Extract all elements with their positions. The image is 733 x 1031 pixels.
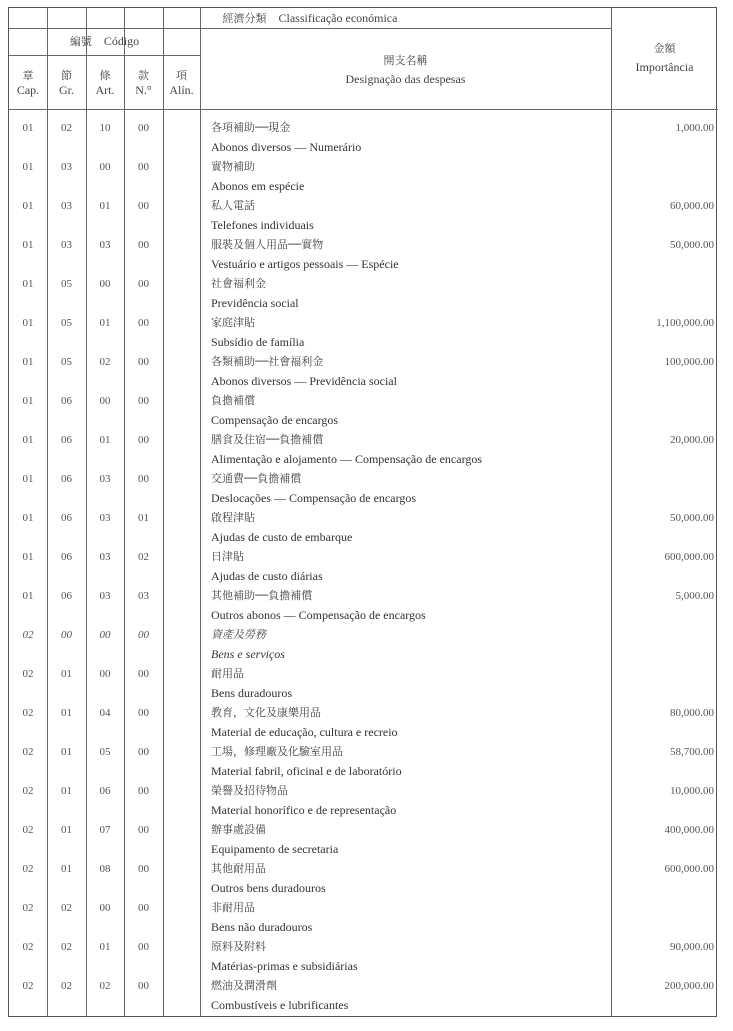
designation-pt-text: Telefones individuais: [211, 218, 314, 232]
art-cell: 02: [99, 980, 111, 992]
code-cn: 編號: [69, 35, 92, 48]
art-cell: 03: [99, 473, 111, 485]
gr-cell: 06: [61, 512, 72, 524]
designation-cn-text: 工場，修理廠及化驗室用品: [211, 745, 343, 758]
designation-cn-text: 服裝及個人用品──實物: [211, 238, 324, 251]
cap-cell: 01: [22, 551, 34, 563]
cap-cell: 02: [22, 629, 34, 641]
no-cell: 02: [138, 551, 149, 563]
table-row: [9, 742, 718, 781]
no-cell: 00: [138, 200, 149, 212]
designation-cn-text: 實物補助: [211, 160, 255, 173]
designation-cn-text: 資產及勞務: [211, 628, 266, 641]
designation-pt-text: Subsídio de família: [211, 335, 305, 349]
art-cn: 條: [99, 69, 111, 82]
table-row: [9, 274, 718, 313]
cap-pt: Cap.: [16, 83, 40, 97]
table-row: [9, 196, 718, 235]
table-row: [9, 391, 718, 430]
designation-cn-text: 負擔補償: [211, 394, 255, 407]
amount-cell: 200,000.00: [664, 980, 714, 992]
art-cell: 02: [99, 356, 111, 368]
amount-cell: 90,000.00: [670, 941, 714, 953]
no-cell: 00: [138, 356, 149, 368]
art-cell: 03: [99, 590, 111, 602]
gr-cell: 02: [61, 941, 72, 953]
cap-cell: 01: [22, 395, 34, 407]
cap-cell: 02: [22, 668, 34, 680]
no-cell: 00: [138, 902, 149, 914]
header-divider: [9, 55, 200, 56]
table-row: [9, 547, 718, 586]
art-cell: 01: [99, 317, 111, 329]
no-cell: 03: [138, 590, 149, 602]
table-row: [9, 157, 718, 196]
no-cell: 00: [138, 746, 149, 758]
designation-cn-text: 交通費──負擔補償: [211, 472, 302, 485]
amount-cell: 58,700.00: [670, 746, 714, 758]
designation-pt-text: Alimentação e alojamento — Compensação de encargos: [211, 452, 483, 466]
art-cell: 03: [99, 551, 111, 563]
table-row: [9, 976, 718, 1015]
table-row: [9, 898, 718, 937]
designation-cn-text: 家庭津貼: [211, 316, 255, 329]
cap-cell: 02: [22, 863, 34, 875]
no-pt: N.°: [135, 83, 152, 97]
gr-pt: Gr.: [59, 83, 74, 97]
amount-cell: 100,000.00: [664, 356, 714, 368]
cap-cell: 02: [22, 746, 34, 758]
table-row: [9, 820, 718, 859]
cap-cell: 01: [22, 356, 34, 368]
header-divider: [9, 28, 611, 29]
no-cell: 00: [138, 317, 149, 329]
designation-pt-text: Abonos em espécie: [211, 179, 305, 193]
cap-cell: 01: [22, 161, 34, 173]
cap-cell: 01: [22, 239, 34, 251]
designation-cn-text: 榮譽及招待物品: [211, 784, 288, 797]
art-pt: Art.: [95, 83, 115, 97]
art-cell: 10: [99, 122, 111, 134]
no-cell: 00: [138, 824, 149, 836]
table-row: [9, 118, 718, 157]
no-cn: 款: [138, 69, 149, 82]
no-cell: 00: [138, 161, 149, 173]
art-cell: 03: [99, 512, 111, 524]
designation-cn-text: 膳食及住宿──負擔補償: [211, 433, 324, 446]
designation-cn-text: 各項補助──現金: [211, 121, 291, 134]
designation-cn-text: 其他耐用品: [211, 862, 266, 875]
gr-cell: 00: [61, 629, 72, 641]
no-cell: 00: [138, 629, 149, 641]
classification-header: [9, 11, 611, 26]
designation-pt-text: Abonos diversos — Previdência social: [211, 374, 397, 388]
designation-pt-text: Bens duradouros: [211, 686, 292, 700]
table-row: [9, 235, 718, 274]
art-cell: 01: [99, 434, 111, 446]
amount-cn: 金額: [653, 42, 676, 55]
no-cell: 00: [138, 278, 149, 290]
designation-pt: Designação das despesas: [345, 72, 466, 86]
art-cell: 00: [99, 668, 111, 680]
designation-cn-text: 原料及附料: [211, 940, 266, 953]
table-row: [9, 508, 718, 547]
designation-pt-text: Outros abonos — Compensação de encargos: [211, 608, 426, 622]
cap-cell: 01: [22, 122, 34, 134]
no-cell: 00: [138, 863, 149, 875]
amount-cell: 5,000.00: [675, 590, 714, 602]
no-cell: 00: [138, 785, 149, 797]
designation-pt-text: Equipamento de secretaria: [211, 842, 339, 856]
amount-cell: 600,000.00: [664, 551, 714, 563]
cap-cell: 01: [22, 590, 34, 602]
designation-cn: 開支名稱: [383, 54, 428, 67]
designation-pt-text: Ajudas de custo diárias: [211, 569, 323, 583]
amount-pt: Importância: [635, 60, 694, 74]
gr-cell: 06: [61, 434, 72, 446]
amount-cell: 400,000.00: [664, 824, 714, 836]
gr-cell: 03: [61, 161, 72, 173]
no-cell: 00: [138, 395, 149, 407]
amount-header: [611, 42, 718, 74]
designation-header: [200, 54, 611, 86]
gr-cell: 01: [61, 824, 72, 836]
designation-pt-text: Combustíveis e lubrificantes: [211, 998, 349, 1012]
gr-cell: 01: [61, 668, 72, 680]
cap-cell: 01: [22, 512, 34, 524]
cap-cell: 01: [22, 434, 34, 446]
art-cell: 08: [99, 863, 111, 875]
gr-cell: 01: [61, 785, 72, 797]
gr-cell: 02: [61, 902, 72, 914]
designation-pt-text: Abonos diversos — Numerário: [211, 140, 362, 154]
designation-cn-text: 各類補助──社會福利金: [211, 355, 324, 368]
table-row: [9, 469, 718, 508]
designation-cn-text: 教育，文化及康樂用品: [211, 706, 321, 719]
gr-cell: 05: [61, 278, 72, 290]
amount-cell: 1,100,000.00: [656, 317, 714, 329]
art-cell: 00: [99, 161, 111, 173]
code-pt: Código: [103, 34, 140, 48]
alin-pt: Alín.: [169, 83, 194, 97]
gr-cell: 03: [61, 239, 72, 251]
amount-cell: 600,000.00: [664, 863, 714, 875]
budget-table: [8, 7, 717, 1017]
table-row: [9, 703, 718, 742]
gr-cell: 02: [61, 980, 72, 992]
table-row: [9, 781, 718, 820]
designation-pt-text: Previdência social: [211, 296, 299, 310]
no-header: [124, 69, 163, 97]
gr-cell: 03: [61, 200, 72, 212]
gr-cell: 01: [61, 707, 72, 719]
gr-cell: 05: [61, 317, 72, 329]
no-cell: 00: [138, 707, 149, 719]
designation-cn-text: 社會福利金: [211, 277, 266, 290]
designation-pt-text: Deslocações — Compensação de encargos: [211, 491, 417, 505]
table-row: [9, 625, 718, 664]
art-cell: 00: [99, 278, 111, 290]
no-cell: 00: [138, 239, 149, 251]
classification-cn: 經濟分類: [222, 12, 267, 25]
gr-cell: 01: [61, 863, 72, 875]
table-row: [9, 586, 718, 625]
designation-pt-text: Outros bens duradouros: [211, 881, 326, 895]
gr-header: [47, 69, 86, 97]
amount-cell: 60,000.00: [670, 200, 714, 212]
table-row: [9, 313, 718, 352]
art-cell: 03: [99, 239, 111, 251]
designation-cn-text: 其他補助──負擔補償: [211, 589, 313, 602]
table-row: [9, 859, 718, 898]
amount-cell: 50,000.00: [670, 239, 714, 251]
no-cell: 00: [138, 434, 149, 446]
cap-cell: 02: [22, 785, 34, 797]
cap-cn: 章: [22, 69, 34, 82]
art-cell: 01: [99, 200, 111, 212]
cap-cell: 01: [22, 473, 34, 485]
alin-cn: 項: [176, 69, 187, 82]
no-cell: 00: [138, 473, 149, 485]
art-cell: 05: [99, 746, 111, 758]
designation-cn-text: 私人電話: [211, 199, 255, 212]
designation-cn-text: 燃油及潤滑劑: [211, 979, 277, 992]
designation-pt-text: Matérias-primas e subsidiárias: [211, 959, 358, 973]
classification-pt: Classificação económica: [278, 11, 398, 25]
gr-cell: 02: [61, 122, 72, 134]
alin-header: [163, 69, 200, 97]
gr-cell: 06: [61, 590, 72, 602]
designation-pt-text: Material honorífico e de representação: [211, 803, 397, 817]
designation-cn-text: 日津貼: [211, 550, 244, 563]
code-header: [9, 34, 200, 49]
header-divider: [9, 109, 718, 110]
gr-cn: 節: [61, 69, 72, 82]
no-cell: 00: [138, 941, 149, 953]
cap-cell: 02: [22, 707, 34, 719]
art-cell: 01: [99, 941, 111, 953]
cap-cell: 02: [22, 824, 34, 836]
designation-pt-text: Material fabril, oficinal e de laboratório: [211, 764, 402, 778]
amount-cell: 20,000.00: [670, 434, 714, 446]
gr-cell: 06: [61, 395, 72, 407]
designation-cn-text: 非耐用品: [211, 901, 255, 914]
no-cell: 01: [138, 512, 149, 524]
designation-cn-text: 耐用品: [211, 667, 244, 680]
table-row: [9, 430, 718, 469]
cap-cell: 01: [22, 200, 34, 212]
designation-pt-text: Bens e serviços: [211, 647, 285, 661]
table-row: [9, 664, 718, 703]
designation-pt-text: Compensação de encargos: [211, 413, 339, 427]
art-cell: 04: [99, 707, 111, 719]
art-cell: 07: [99, 824, 111, 836]
cap-cell: 01: [22, 278, 34, 290]
designation-pt-text: Ajudas de custo de embarque: [211, 530, 353, 544]
amount-cell: 50,000.00: [670, 512, 714, 524]
art-cell: 00: [99, 395, 111, 407]
art-cell: 06: [99, 785, 111, 797]
amount-cell: 1,000.00: [675, 122, 714, 134]
amount-cell: 80,000.00: [670, 707, 714, 719]
designation-pt-text: Material de educação, cultura e recreio: [211, 725, 398, 739]
table-row: [9, 937, 718, 976]
no-cell: 00: [138, 668, 149, 680]
designation-cn-text: 辦事處設備: [211, 823, 266, 836]
gr-cell: 05: [61, 356, 72, 368]
table-row: [9, 352, 718, 391]
art-cell: 00: [99, 902, 111, 914]
gr-cell: 06: [61, 551, 72, 563]
no-cell: 00: [138, 980, 149, 992]
cap-cell: 02: [22, 902, 34, 914]
designation-pt-text: Bens não duradouros: [211, 920, 313, 934]
gr-cell: 06: [61, 473, 72, 485]
cap-cell: 02: [22, 980, 34, 992]
cap-cell: 02: [22, 941, 34, 953]
designation-cn-text: 啟程津貼: [211, 511, 255, 524]
gr-cell: 01: [61, 746, 72, 758]
cap-cell: 01: [22, 317, 34, 329]
designation-pt-text: Vestuário e artigos pessoais — Espécie: [211, 257, 399, 271]
art-cell: 00: [99, 629, 111, 641]
no-cell: 00: [138, 122, 149, 134]
cap-header: [9, 69, 47, 97]
amount-cell: 10,000.00: [670, 785, 714, 797]
art-header: [86, 69, 124, 97]
